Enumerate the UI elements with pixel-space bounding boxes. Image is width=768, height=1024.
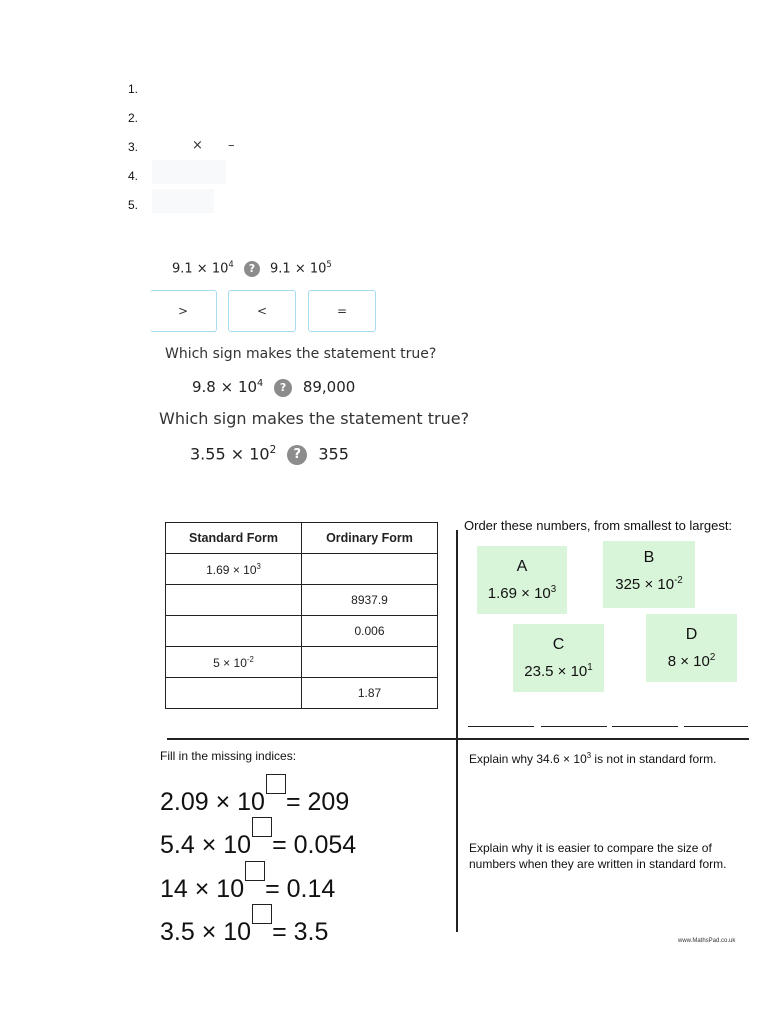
minus-symbol: – [228, 138, 235, 153]
q1-right-exponent: 5 [326, 259, 332, 269]
greater-than-button[interactable]: > [150, 290, 217, 332]
answer-line [468, 726, 534, 727]
list-number-4: 4. [128, 169, 139, 183]
table-cell [166, 616, 302, 647]
list-number-3: 3. [128, 140, 139, 154]
equals-button[interactable]: = [308, 290, 376, 332]
table-header-row [166, 523, 438, 554]
indices-row: 5.4 × 10 = 0.054 [160, 817, 356, 860]
header-ordinary-form: Ordinary Form [302, 523, 438, 554]
card-c [513, 624, 604, 692]
explain-standard-form: Explain why $34.6 \times 10^3$ is not in standard form. [469, 751, 717, 766]
question-mark-icon: ? [274, 379, 292, 397]
list-number-1: 1. [128, 82, 139, 96]
indices-row: 14 × 10 = 0.14 [160, 861, 335, 904]
table-row [166, 647, 438, 678]
q1-right: 9.1 × 10 [270, 261, 327, 277]
list-number-2: 2. [128, 111, 139, 125]
indices-row: 3.5 × 10 = 3.5 [160, 904, 328, 947]
table-cell [166, 585, 302, 616]
blank-box [152, 189, 214, 213]
card-value: $1.69 \times 10^3$ [487, 584, 557, 602]
list-number-5: 5. [128, 198, 139, 212]
question-1-statement [172, 259, 332, 277]
indices-title: Fill in the missing indices: [160, 749, 297, 763]
q3-right: 355 [318, 444, 349, 464]
horizontal-divider [167, 738, 749, 740]
answer-line [684, 726, 748, 727]
table-cell [302, 554, 438, 585]
table-row [166, 616, 438, 647]
question-2-prompt: Which sign makes the statement true? [165, 346, 437, 362]
question-3-prompt: Which sign makes the statement true? [159, 409, 470, 428]
table-cell: 8937.9 [302, 585, 438, 616]
card-label: A [516, 558, 528, 575]
indices-row: 2.09 × 10 = 209 [160, 774, 349, 817]
card-label: B [643, 549, 655, 566]
card-value: $23.5 \times 10^1$ [524, 662, 593, 680]
answer-line [541, 726, 607, 727]
table-cell: 0.006 [302, 616, 438, 647]
card-b [603, 541, 695, 608]
question-mark-icon: ? [244, 261, 260, 277]
order-title: Order these numbers, from smallest to largest: [464, 518, 733, 533]
blank-index-box[interactable] [252, 817, 272, 837]
table-row [166, 585, 438, 616]
standard-form-table [165, 522, 438, 709]
blank-index-box[interactable] [266, 774, 286, 794]
blank-index-box[interactable] [245, 861, 265, 881]
card-d [646, 614, 737, 682]
card-value: $325 \times 10^{-2}$ [615, 575, 683, 593]
q3-left: 3.55 × 10 [190, 444, 270, 464]
footer-credit: www.MathsPad.co.uk [678, 938, 736, 944]
question-mark-icon: ? [287, 445, 307, 465]
table-cell: $5 \times 10^{-2}$ [166, 647, 302, 678]
answer-line [612, 726, 678, 727]
times-symbol: × [192, 138, 203, 153]
question-2-statement [192, 378, 355, 397]
table-cell: 1.87 [302, 678, 438, 709]
q2-left-exponent: 4 [257, 378, 264, 389]
explain-compare: Explain why it is easier to compare the size of numbers when they are written in standard form. [469, 841, 727, 871]
table-cell [166, 678, 302, 709]
q1-left: 9.1 × 10 [172, 261, 229, 277]
header-standard-form: Standard Form [166, 523, 302, 554]
card-label: C [552, 636, 565, 653]
table-cell: $1.69 \times 10^3$ [166, 554, 302, 585]
question-3-statement [190, 444, 349, 465]
blank-box [152, 160, 226, 184]
q2-left: 9.8 × 10 [192, 378, 258, 396]
table-row [166, 554, 438, 585]
blank-index-box[interactable] [252, 904, 272, 924]
table-row [166, 678, 438, 709]
card-value: $8 \times 10^2$ [667, 652, 716, 670]
card-label: D [685, 626, 698, 643]
less-than-button[interactable]: < [228, 290, 296, 332]
card-a [477, 546, 567, 614]
table-cell [302, 647, 438, 678]
q1-left-exponent: 4 [228, 259, 234, 269]
q2-right: 89,000 [302, 378, 356, 396]
q3-left-exponent: 2 [269, 444, 277, 456]
vertical-divider [456, 530, 458, 932]
